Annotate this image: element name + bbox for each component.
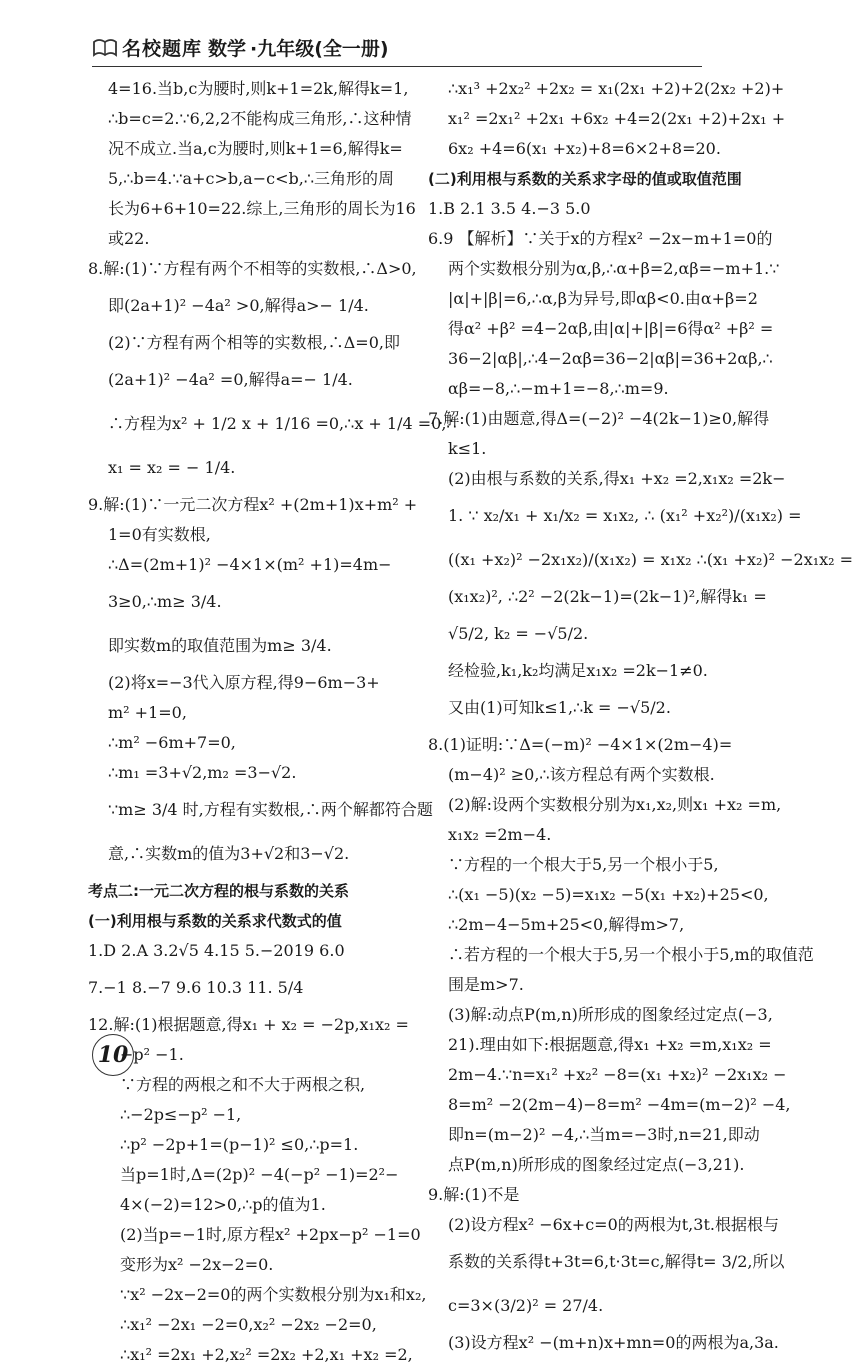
question-line: 6.9 【解析】∵关于x的方程x² −2x−m+1=0的 — [428, 229, 773, 248]
text-line: 即(2a+1)² −4a² >0,解得a>− 1/4. — [108, 296, 369, 315]
text-line: (2)当p=−1时,原方程x² +2px−p² −1=0 — [120, 1225, 421, 1244]
text-line: 3≥0,∴m≥ 3/4. — [108, 592, 222, 611]
subsection-heading: (二)利用根与系数的关系求字母的值或取值范围 — [428, 170, 742, 188]
text-line: 1=0有实数根, — [108, 525, 211, 544]
text-line: (3)解:动点P(m,n)所形成的图象经过定点(−3, — [448, 1005, 773, 1024]
text-line: ∴2m−4−5m+25<0,解得m>7, — [448, 915, 685, 934]
text-line: (2)将x=−3代入原方程,得9−6m−3+ — [108, 673, 380, 692]
text-line: ∴−2p≤−p² −1, — [120, 1105, 242, 1124]
text-line: 即实数m的取值范围为m≥ 3/4. — [108, 636, 332, 655]
text-line: 况不成立.当a,c为腰时,则k+1=6,解得k= — [108, 139, 403, 158]
text-line: 4=16.当b,c为腰时,则k+1=2k,解得k=1, — [108, 79, 409, 98]
text-line: 意,∴实数m的值为3+√2和3−√2. — [108, 844, 350, 863]
text-line: (2)设方程x² −6x+c=0的两根为t,3t.根据根与 — [448, 1215, 779, 1234]
right-column — [428, 74, 853, 1358]
text-line: 变形为x² −2x−2=0. — [120, 1255, 274, 1274]
text-line: c=3×(3/2)² = 27/4. — [448, 1296, 604, 1315]
page-header — [92, 30, 389, 64]
text-line: (3)设方程x² −(m+n)x+mn=0的两根为a,3a. — [448, 1333, 779, 1352]
text-line: ∴m₁ =3+√2,m₂ =3−√2. — [108, 763, 297, 782]
question-line: 9.解:(1)不是 — [428, 1185, 520, 1204]
section-heading: 考点二:一元二次方程的根与系数的关系 — [88, 882, 350, 900]
text-line: 当p=1时,Δ=(2p)² −4(−p² −1)=2²− — [120, 1165, 399, 1184]
book-logo-icon — [92, 36, 118, 58]
text-line: 1. ∵ x₂/x₁ + x₁/x₂ = x₁x₂, ∴ (x₁² +x₂²)/(x₁x₂) = — [448, 506, 802, 525]
text-line: 点P(m,n)所形成的图象经过定点(−3,21). — [448, 1155, 745, 1174]
text-line: ∴m² −6m+7=0, — [108, 733, 236, 752]
text-line: −p² −1. — [120, 1045, 184, 1064]
text-line: |α|+|β|=6,∴α,β为异号,即αβ<0.由α+β=2 — [448, 289, 758, 308]
text-line: ∴方程为x² + 1/2 x + 1/16 =0,∴x + 1/4 =0,∴ — [108, 414, 457, 433]
text-line: 21).理由如下:根据题意,得x₁ +x₂ =m,x₁x₂ = — [448, 1035, 772, 1054]
text-line: ∵m≥ 3/4 时,方程有实数根,∴两个解都符合题 — [108, 800, 433, 819]
text-line: 系数的关系得t+3t=6,t·3t=c,解得t= 3/2,所以 — [448, 1252, 785, 1271]
subsection-heading: (一)利用根与系数的关系求代数式的值 — [88, 912, 342, 930]
header-divider — [92, 66, 702, 67]
question-line: 8.(1)证明:∵Δ=(−m)² −4×1×(2m−4)= — [428, 735, 733, 754]
text-line: 4×(−2)=12>0,∴p的值为1. — [120, 1195, 326, 1214]
question-line: 8.解:(1)∵方程有两个不相等的实数根,∴Δ>0, — [88, 259, 417, 278]
text-line: 两个实数根分别为α,β,∴α+β=2,αβ=−m+1.∵ — [448, 259, 780, 278]
text-line: 又由(1)可知k≤1,∴k = −√5/2. — [448, 698, 671, 717]
text-line: ((x₁ +x₂)² −2x₁x₂)/(x₁x₂) = x₁x₂ ∴(x₁ +x₂)² −2x₁x₂ = — [448, 550, 853, 569]
text-line: 5,∴b=4.∵a+c>b,a−c<b,∴三角形的周 — [108, 169, 395, 188]
text-line: (2)解:设两个实数根分别为x₁,x₂,则x₁ +x₂ =m, — [448, 795, 782, 814]
answers-line: 1.B 2.1 3.5 4.−3 5.0 — [428, 199, 591, 218]
text-line: ∴x₁² −2x₁ −2=0,x₂² −2x₂ −2=0, — [120, 1315, 377, 1334]
text-line: 2m−4.∵n=x₁² +x₂² −8=(x₁ +x₂)² −2x₁x₂ − — [448, 1065, 787, 1084]
subject-title: 数学 — [208, 37, 247, 60]
text-line: 得α² +β² =4−2αβ,由|α|+|β|=6得α² +β² = — [448, 319, 774, 338]
left-column — [88, 74, 457, 1370]
text-line: ∵方程的一个根大于5,另一个根小于5, — [448, 855, 719, 874]
text-line: αβ=−8,∴−m+1=−8,∴m=9. — [448, 379, 669, 398]
text-line: (2a+1)² −4a² =0,解得a=− 1/4. — [108, 370, 353, 389]
text-line: (2)∵方程有两个相等的实数根,∴Δ=0,即 — [108, 333, 400, 352]
text-line: ∴x₁² =2x₁ +2,x₂² =2x₂ +2,x₁ +x₂ =2, — [120, 1345, 413, 1364]
text-line: x₁² =2x₁² +2x₁ +6x₂ +4=2(2x₁ +2)+2x₁ + — [448, 109, 786, 128]
grade-title: ·九年级(全一册) — [250, 37, 389, 60]
text-line: ∴Δ=(2m+1)² −4×1×(m² +1)=4m− — [108, 555, 392, 574]
question-line: 7.解:(1)由题意,得Δ=(−2)² −4(2k−1)≥0,解得 — [428, 409, 770, 428]
text-line: √5/2, k₂ = −√5/2. — [448, 624, 589, 643]
text-line: ∴(x₁ −5)(x₂ −5)=x₁x₂ −5(x₁ +x₂)+25<0, — [448, 885, 769, 904]
text-line: 经检验,k₁,k₂均满足x₁x₂ =2k−1≠0. — [448, 661, 708, 680]
text-line: (x₁x₂)², ∴2² −2(2k−1)=(2k−1)²,解得k₁ = — [448, 587, 767, 606]
text-line: ∴若方程的一个根大于5,另一个根小于5,m的取值范 — [448, 945, 814, 964]
text-line: 长为6+6+10=22.综上,三角形的周长为16 — [108, 199, 416, 218]
text-line: ∴x₁³ +2x₂² +2x₂ = x₁(2x₁ +2)+2(2x₂ +2)+ — [448, 79, 785, 98]
text-line: ∴b=c=2.∵6,2,2不能构成三角形,∴这种情 — [108, 109, 412, 128]
text-line: ∵方程的两根之和不大于两根之积, — [120, 1075, 366, 1094]
answers-line: 1.D 2.A 3.2√5 4.15 5.−2019 6.0 — [88, 941, 345, 960]
text-line: (m−4)² ≥0,∴该方程总有两个实数根. — [448, 765, 715, 784]
text-line: ∴p² −2p+1=(p−1)² ≤0,∴p=1. — [120, 1135, 359, 1154]
text-line: k≤1. — [448, 439, 487, 458]
text-line: 围是m>7. — [448, 975, 524, 994]
answers-line: 7.−1 8.−7 9.6 10.3 11. 5/4 — [88, 978, 304, 997]
brand-title: 名校题库 — [122, 37, 203, 60]
text-line: x₁ = x₂ = − 1/4. — [108, 458, 236, 477]
question-line: 12.解:(1)根据题意,得x₁ + x₂ = −2p,x₁x₂ = — [88, 1015, 409, 1034]
text-line: (2)由根与系数的关系,得x₁ +x₂ =2,x₁x₂ =2k− — [448, 469, 786, 488]
text-line: 6x₂ +4=6(x₁ +x₂)+8=6×2+8=20. — [448, 139, 721, 158]
text-line: 8=m² −2(2m−4)−8=m² −4m=(m−2)² −4, — [448, 1095, 791, 1114]
text-line: 即n=(m−2)² −4,∴当m=−3时,n=21,即动 — [448, 1125, 760, 1144]
question-line: 9.解:(1)∵一元二次方程x² +(2m+1)x+m² + — [88, 495, 418, 514]
text-line: ∵x² −2x−2=0的两个实数根分别为x₁和x₂, — [120, 1285, 427, 1304]
page-number: 10 — [92, 1034, 134, 1076]
text-line: 36−2|αβ|,∴4−2αβ=36−2|αβ|=36+2αβ,∴ — [448, 349, 773, 368]
text-line: m² +1=0, — [108, 703, 187, 722]
text-line: x₁x₂ =2m−4. — [448, 825, 552, 844]
text-line: 或22. — [108, 229, 150, 248]
